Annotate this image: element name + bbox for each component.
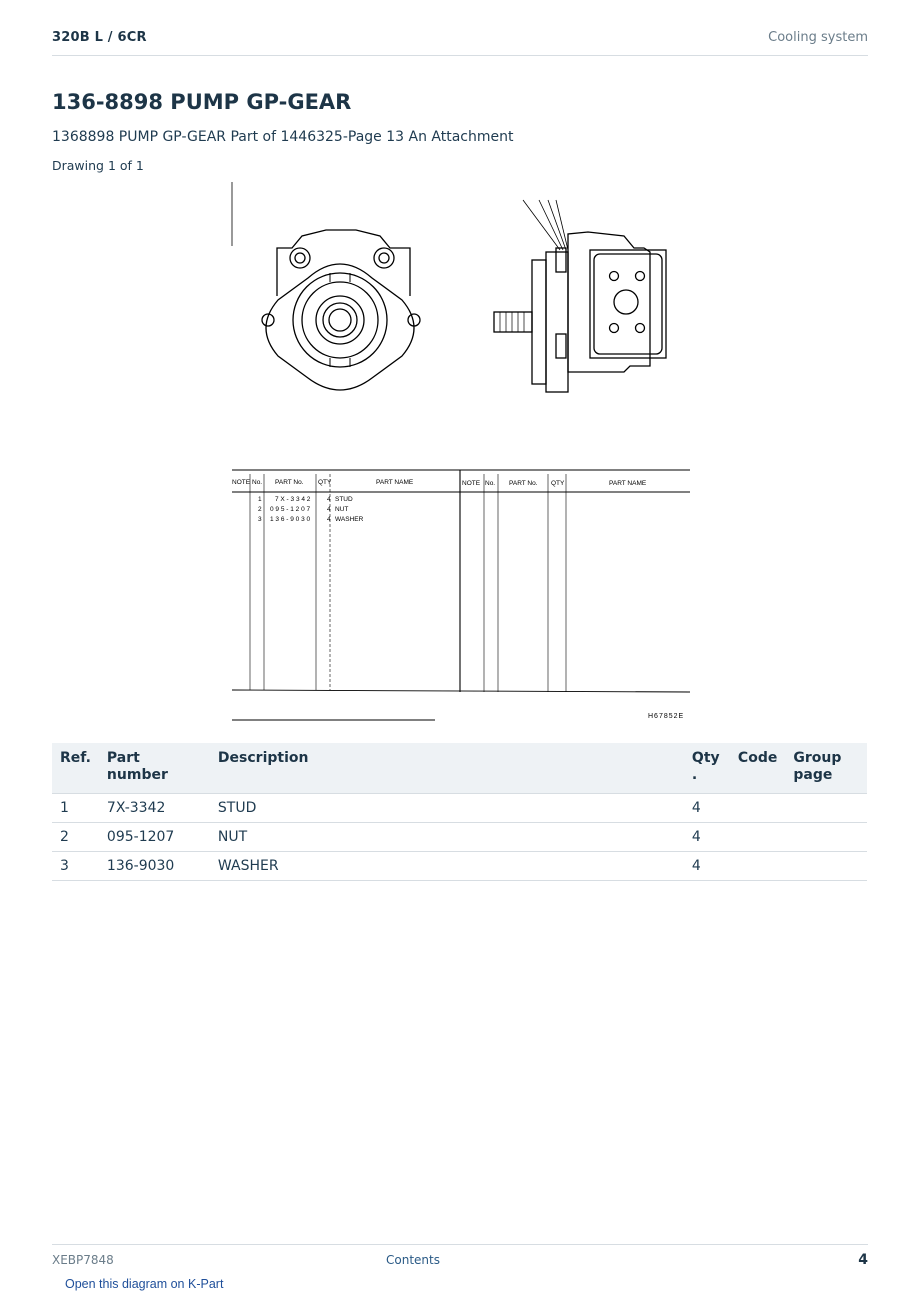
header-part-number: Part number: [99, 743, 210, 794]
page-subtitle: 1368898 PUMP GP-GEAR Part of 1446325-Page 13 An Attachment: [52, 129, 514, 145]
diagram-row-part-no: 0 9 5 - 1 2 0 7: [270, 506, 311, 513]
parts-table-header: [52, 743, 867, 794]
cell-ref: 2: [52, 823, 99, 852]
diagram-parts-table: [232, 470, 690, 720]
diagram-header-part-no-2: PART No.: [509, 480, 538, 487]
parts-diagram: [230, 178, 692, 726]
cell-group-page: [785, 794, 867, 823]
cell-ref: 3: [52, 852, 99, 881]
diagram-row-name: STUD: [335, 496, 353, 503]
header-qty-dot: .: [691, 767, 698, 783]
model-label: 320B L / 6CR: [52, 30, 147, 45]
cell-code: [730, 823, 785, 852]
diagram-row-qty: 4: [327, 516, 331, 523]
table-row: [52, 823, 867, 852]
cell-ref: 1: [52, 794, 99, 823]
diagram-row-part-no: 1 3 6 - 9 0 3 0: [270, 516, 311, 523]
drawing-caption: Drawing 1 of 1: [52, 158, 144, 173]
table-row: [52, 794, 867, 823]
header-qty: [684, 743, 730, 794]
cell-description: STUD: [210, 794, 684, 823]
cell-qty: 4: [684, 794, 730, 823]
header-group-page: [785, 743, 867, 794]
header-description: Description: [210, 743, 684, 794]
diagram-row-part-no: 7 X - 3 3 4 2: [275, 496, 311, 503]
cell-code: [730, 794, 785, 823]
cell-qty: 4: [684, 823, 730, 852]
diagram-header-qty-2: QTY: [551, 480, 565, 487]
section-label: Cooling system: [768, 30, 868, 45]
diagram-row-no: 2: [258, 506, 262, 513]
cell-qty: 4: [684, 852, 730, 881]
cell-part-number: 7X-3342: [99, 794, 210, 823]
table-row: [52, 852, 867, 881]
diagram-header-no-2: No.: [485, 480, 496, 487]
page-header: [52, 28, 868, 56]
drawing-code: H67852E: [648, 713, 685, 720]
page-title: 136-8898 PUMP GP-GEAR: [52, 90, 352, 114]
parts-table: [52, 743, 867, 881]
pump-front-view: [232, 182, 420, 390]
diagram-row-qty: 4: [327, 506, 331, 513]
diagram-row-no: 1: [258, 496, 262, 503]
doc-id: XEBP7848: [52, 1253, 114, 1267]
diagram-header-note: NOTE: [232, 479, 251, 486]
diagram-header-part-no: PART No.: [275, 479, 304, 486]
diagram-row-name: NUT: [335, 506, 349, 513]
cell-part-number: 095-1207: [99, 823, 210, 852]
diagram-row-qty: 4: [327, 496, 331, 503]
diagram-header-no: No.: [252, 479, 263, 486]
kpart-link[interactable]: Open this diagram on K-Part: [65, 1277, 224, 1291]
cell-group-page: [785, 852, 867, 881]
cell-group-page: [785, 823, 867, 852]
pump-side-view: [494, 200, 666, 392]
diagram-row-no: 3: [258, 516, 262, 523]
header-page-label: page: [793, 767, 833, 783]
diagram-row-name: WASHER: [335, 516, 364, 523]
contents-link[interactable]: Contents: [386, 1253, 440, 1267]
diagram-header-note-2: NOTE: [462, 480, 481, 487]
header-qty-label: Qty: [691, 750, 720, 766]
footer-divider: [52, 1244, 868, 1245]
header-code: Code: [730, 743, 785, 794]
cell-description: NUT: [210, 823, 684, 852]
header-group-label: Group: [793, 750, 842, 766]
header-ref: Ref.: [52, 743, 99, 794]
cell-code: [730, 852, 785, 881]
cell-description: WASHER: [210, 852, 684, 881]
diagram-header-qty: QTY: [318, 479, 332, 486]
page-number: 4: [858, 1252, 868, 1268]
diagram-header-part-name: PART NAME: [376, 479, 414, 486]
diagram-header-part-name-2: PART NAME: [609, 480, 647, 487]
cell-part-number: 136-9030: [99, 852, 210, 881]
